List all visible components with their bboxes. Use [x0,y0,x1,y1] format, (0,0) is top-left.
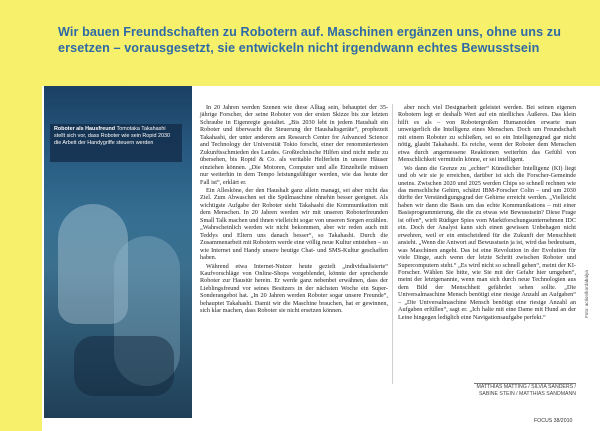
photo-caption-box [50,124,182,162]
headline: Wir bauen Freundschaften zu Robotern auf. Maschinen ergänzen uns, ohne uns zu ersetzen – vorausgesetzt, sie entwickeln nicht irgendwann echtes Bewusstsein [58,25,561,55]
caption-lead: Roboter als Hausfreund [54,126,116,132]
headline-band [0,0,600,86]
byline [398,384,576,398]
byline-line-2: SABINE STEIN / MATTHIAS SANDMANN [478,391,576,397]
col2-paragraph-2: Wo dann die Grenze zu „echter“ Künstlicher Intelligenz (KI) liegt und ob wir sie je erreichen, darüber ist sich die Forscher-Gemeinde uneins. Zwischen 2020 und 2025 werden Chips so schnell rechnen wie das menschliche Gehirn, schätzt IBM-Forscher Colin – und um 2030 dürfte der Verständigungsgrad der Gehirne erreicht werden. „Vielleicht haben wir dann die Basis um das echte Kommunikations – mit einer Basisprogrammierung, die die zu etwas wie Bewusstsein? Diese Frage ist offen“, wirft Rüdiger Spies vom Marktforschungsunternehmen IDC ein. Doch der Analyst kann sich einen gewissen Unbehagen nicht erwehren, weil er ein entscheidend für die Zukunft der Menschheit ansieht. „Wenn die Antwort auf Bewusstsein ja ist, wird das bedeutsam, was Maschinen angeht. Das ist eine Revolution in der Evolution für viele Dinge, auch wenn der letzte Schritt zwischen Roboter und Supercomputern steht.“ „Es wird nicht so schnell gehen“, meint der KI-Forscher. Wählen Sie bitte, wie Sie mit der Gefahr hier umgehen“, meint der letztgenannte, wenn man sich durch neue Technologien aus dem Bild der Menschheit gefährdet sehen sollte. „Die Universalmaschine Mensch benötigt eine riesige Anzahl an Aufgaben“ – „Die Universalmaschine Mensch benötigt eine riesige Anzahl an Aufgaben erfüllen“, sagt er. „Ich halte mit eine Dame mit Hund an der Leine hingegen lediglich eine Navigationsaufgabe perfekt.“ [398,164,576,321]
page-footer: FOCUS 38/2010 [534,418,573,424]
article-column-2 [398,104,576,322]
col1-paragraph-3: Während etwa Internet-Nutzer heute gezielt „individualisierte“ Kaufvorschläge von Online-Shops vorgeblendet, könnte der sprechende Roboter zur Haustür herein. Er werde ganz nebenbei erwähnen, dass der Lieblingsfreund vor seines Besitzers in der nächsten Woche ein Super-Sonderangebot hat. „In 20 Jahren werden Roboter sogar unsere Freunde“, behauptet Takahashi. Damit wir die Maschine brauchen, hat er gewinnen, sich klar machen, dass Roboter sie nicht ersetzen können. [200,262,388,315]
photo-shadow [74,336,174,396]
col1-paragraph-1: In 20 Jahren werden Szenen wie diese Alltag sein, behauptet der 35-jährige Forscher, der seine Roboter von der ersten Skizze bis zur letzten Schraube in Eigenregie gestaltet. „Bis 2030 lebt in jedem Haushalt ein Roboter und überwacht die Steuerung der Haushaltsgeräte“, prophezeit Takahashi, der unter anderem am Research Center for Advanced Science and Technology der Universität Tokio forscht, einer der renommiertesten Zukunftsschmieden des Landes. Großtechnische Hilfen sind nicht mehr zu übersehen, bis Ropid & Co. als veritable Helferlein in unsere Häuser einziehen können. „Die Motoren, Computer und alle Einzelteile müssen nur weiterhin in dem Tempo leistungsfähiger werden, wie das heute der Fall ist“, erklärt er. [200,104,388,186]
column-divider [392,104,393,384]
article-column-1 [200,104,388,316]
byline-line-1: MATTHIAS MATTING / SILVIA SANDERS / [476,384,576,390]
photo-credit: Foto: action/kordabalya [584,270,589,318]
photo-caption [54,126,178,148]
col1-paragraph-2: Ein Allesköne, der den Haushalt ganz allein managt, sei aber nicht das Ziel. Zum Abwaschen sei die Spülmaschine ohnehin besser geeignet. Als wichtigste Aufgabe der Roboter sieht Takahashi die Kommunikation mit dem Menschen. In 20 Jahren werden wir mit unseren Roboterfreunden Small Talk machen und ihnen vielleicht sogar von unseren Sorgen erzählen. „Wahrscheinlich werden wir nicht bekommen, aber wir reden auch mit Teddys und Eltern uns danach besser“, so Takahashi. Durch die Zusammenarbeit mit Robotern werde eine völlig neue Kultur entstehen – so wie Internet und Handy unsere heutige Chat- und SMS-Kultur geschaffen haben. [200,186,388,262]
col2-paragraph-1: aber noch viel Designarbeit geleistet werden. Bei seinen eigenen Robotern legt er deshalb Wert auf ein niedliches Äußeres. Das klein hilft es als – von Robotergroßen Humanoiden erwarte man unweigerlich die Intelligenz eines Menschen. Doch um Freundschaft mit einem Roboter zu schließen, sei so ein Intelligenzgrad gar nicht nötig, glaubt Takahashi. Es reiche, wenn der Roboter dem Menschen etwa durch angemessene Reaktionen weiterhin das Gefühl von Menschlichkeit vermitteln könne, er sei intelligent. [398,104,576,164]
yellow-margin-strip [0,86,42,431]
caption-text: Tomotaka Takahashi stellt sich vor, dass Roboter wie sein Ropid 2030 die Arbeit der Handygriffe steuern werden [54,126,170,147]
